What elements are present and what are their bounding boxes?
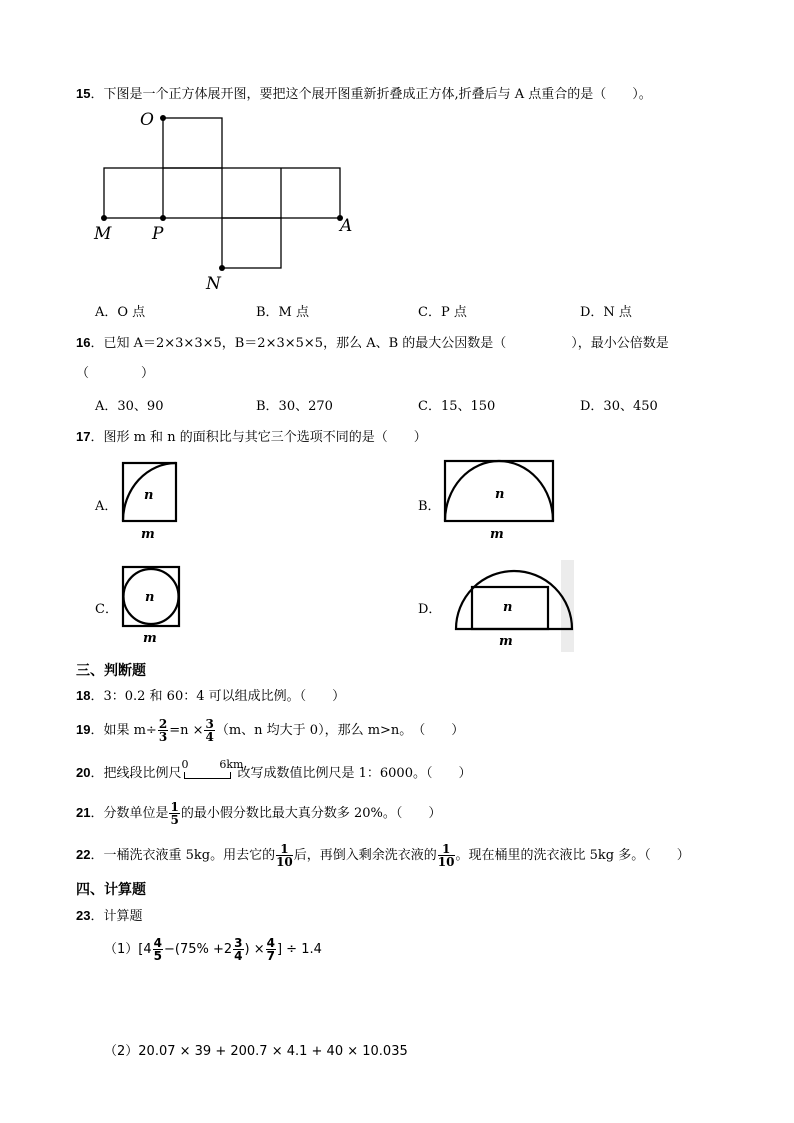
scale-end-label: 6km xyxy=(219,758,244,771)
q16-option-c[interactable]: C．15、150 xyxy=(418,399,496,414)
section-calculation-title: 四、计算题 xyxy=(76,882,146,898)
label-p: P xyxy=(152,224,164,244)
q18-number: 18 xyxy=(76,688,91,703)
q17-c-n: n xyxy=(145,590,155,605)
q17-figure-b xyxy=(440,456,560,542)
q16-number: 16 xyxy=(76,335,91,350)
q17-option-c-label[interactable]: C． xyxy=(95,602,118,617)
q15-option-a[interactable]: A．O 点 xyxy=(95,305,146,320)
q23-number: 23 xyxy=(76,908,91,923)
q22-fraction-1: $\frac{1}{10}$ xyxy=(276,842,293,869)
q15-number: 15 xyxy=(76,86,91,101)
q16-option-b[interactable]: B．30、270 xyxy=(256,399,333,414)
q17-number: 17 xyxy=(76,429,91,444)
q22-text: 22．一桶洗衣液重 5kg。用去它的 $\frac{1}{10}$ 后，再倒入剩余洗衣液的 $\frac{1}{10}$ 。现在桶里的洗衣液比 5kg 多。（ ） xyxy=(76,842,690,869)
label-a: A xyxy=(340,216,353,236)
q17-option-b-label[interactable]: B． xyxy=(418,499,441,514)
q17-b-m: m xyxy=(490,527,504,542)
q18-text: 18．3：0.2 和 60：4 可以组成比例。（ ） xyxy=(76,688,346,704)
q17-d-n: n xyxy=(503,600,513,615)
q17-b-n: n xyxy=(495,487,505,502)
q17-figure-a xyxy=(118,458,184,542)
scale-start-label: 0 xyxy=(181,758,189,771)
label-n: N xyxy=(206,274,221,294)
q22-fraction-2: $\frac{1}{10}$ xyxy=(437,842,455,869)
q23-part-2: （2）20.07 × 39 + 200.7 × 4.1 + 40 × 10.035 xyxy=(104,1044,408,1059)
q19-fraction-2: $\frac{3}{4}$ xyxy=(205,717,214,744)
q16-text-line2: （ ） xyxy=(76,366,155,381)
q15-option-c[interactable]: C．P 点 xyxy=(418,305,467,320)
q17-option-d-label[interactable]: D． xyxy=(418,602,442,617)
label-o: O xyxy=(140,110,154,130)
q16-text: 16．已知 A＝2×3×3×5，B＝2×3×5×5，那么 A、B 的最大公因数是（ ），最小公倍数是 xyxy=(76,335,669,351)
q17-a-m: m xyxy=(141,527,155,542)
q16-option-d[interactable]: D．30、450 xyxy=(580,399,658,414)
q19-text: 19．如果 m÷ $\frac{2}{3}$ =n × $\frac{3}{4}$ （m、n 均大于 0），那么 m>n。 （ ） xyxy=(76,717,465,744)
q17-option-a-label[interactable]: A． xyxy=(95,499,118,514)
q17-figure-d xyxy=(448,560,574,652)
q21-number: 21 xyxy=(76,805,91,820)
q15-option-b[interactable]: B．M 点 xyxy=(256,305,309,320)
q17-figure-c xyxy=(118,562,184,646)
q23-text: 23．计算题 xyxy=(76,908,143,924)
q16-option-a[interactable]: A．30、90 xyxy=(95,399,164,414)
q19-number: 19 xyxy=(76,722,91,737)
q19-fraction-1: $\frac{2}{3}$ xyxy=(158,717,168,744)
section-judgement-title: 三、判断题 xyxy=(76,663,146,679)
q15-option-d[interactable]: D．N 点 xyxy=(580,305,632,320)
q20-number: 20 xyxy=(76,765,91,780)
q20-text: 20．把线段比例尺 0 6km 改写成数值比例尺是 1：6000。（ ） xyxy=(76,758,472,781)
q17-a-n: n xyxy=(144,488,154,503)
q21-text: 21．分数单位是 $\frac{1}{5}$ 的最小假分数比最大真分数多 20%。（ ） xyxy=(76,800,442,827)
cube-net-figure xyxy=(88,106,368,296)
linear-scale-bar xyxy=(181,758,244,776)
q15-text: 15．下图是一个正方体展开图，要把这个展开图重新折叠成正方体,折叠后与 A 点重合的是（ ）。 xyxy=(76,86,652,102)
q21-fraction: $\frac{1}{5}$ xyxy=(170,800,179,827)
q17-text: 17．图形 m 和 n 的面积比与其它三个选项不同的是（ ） xyxy=(76,429,427,445)
q17-c-m: m xyxy=(143,631,157,646)
q22-number: 22 xyxy=(76,847,91,862)
q17-d-m: m xyxy=(499,634,513,649)
q23-part-1: （1）[4 $\frac{4}{5}$ −(75% +2 $\frac{3}{4}$ ) × $\frac{4}{7}$ ] ÷ 1.4 xyxy=(104,936,322,963)
label-m: M xyxy=(94,224,112,244)
